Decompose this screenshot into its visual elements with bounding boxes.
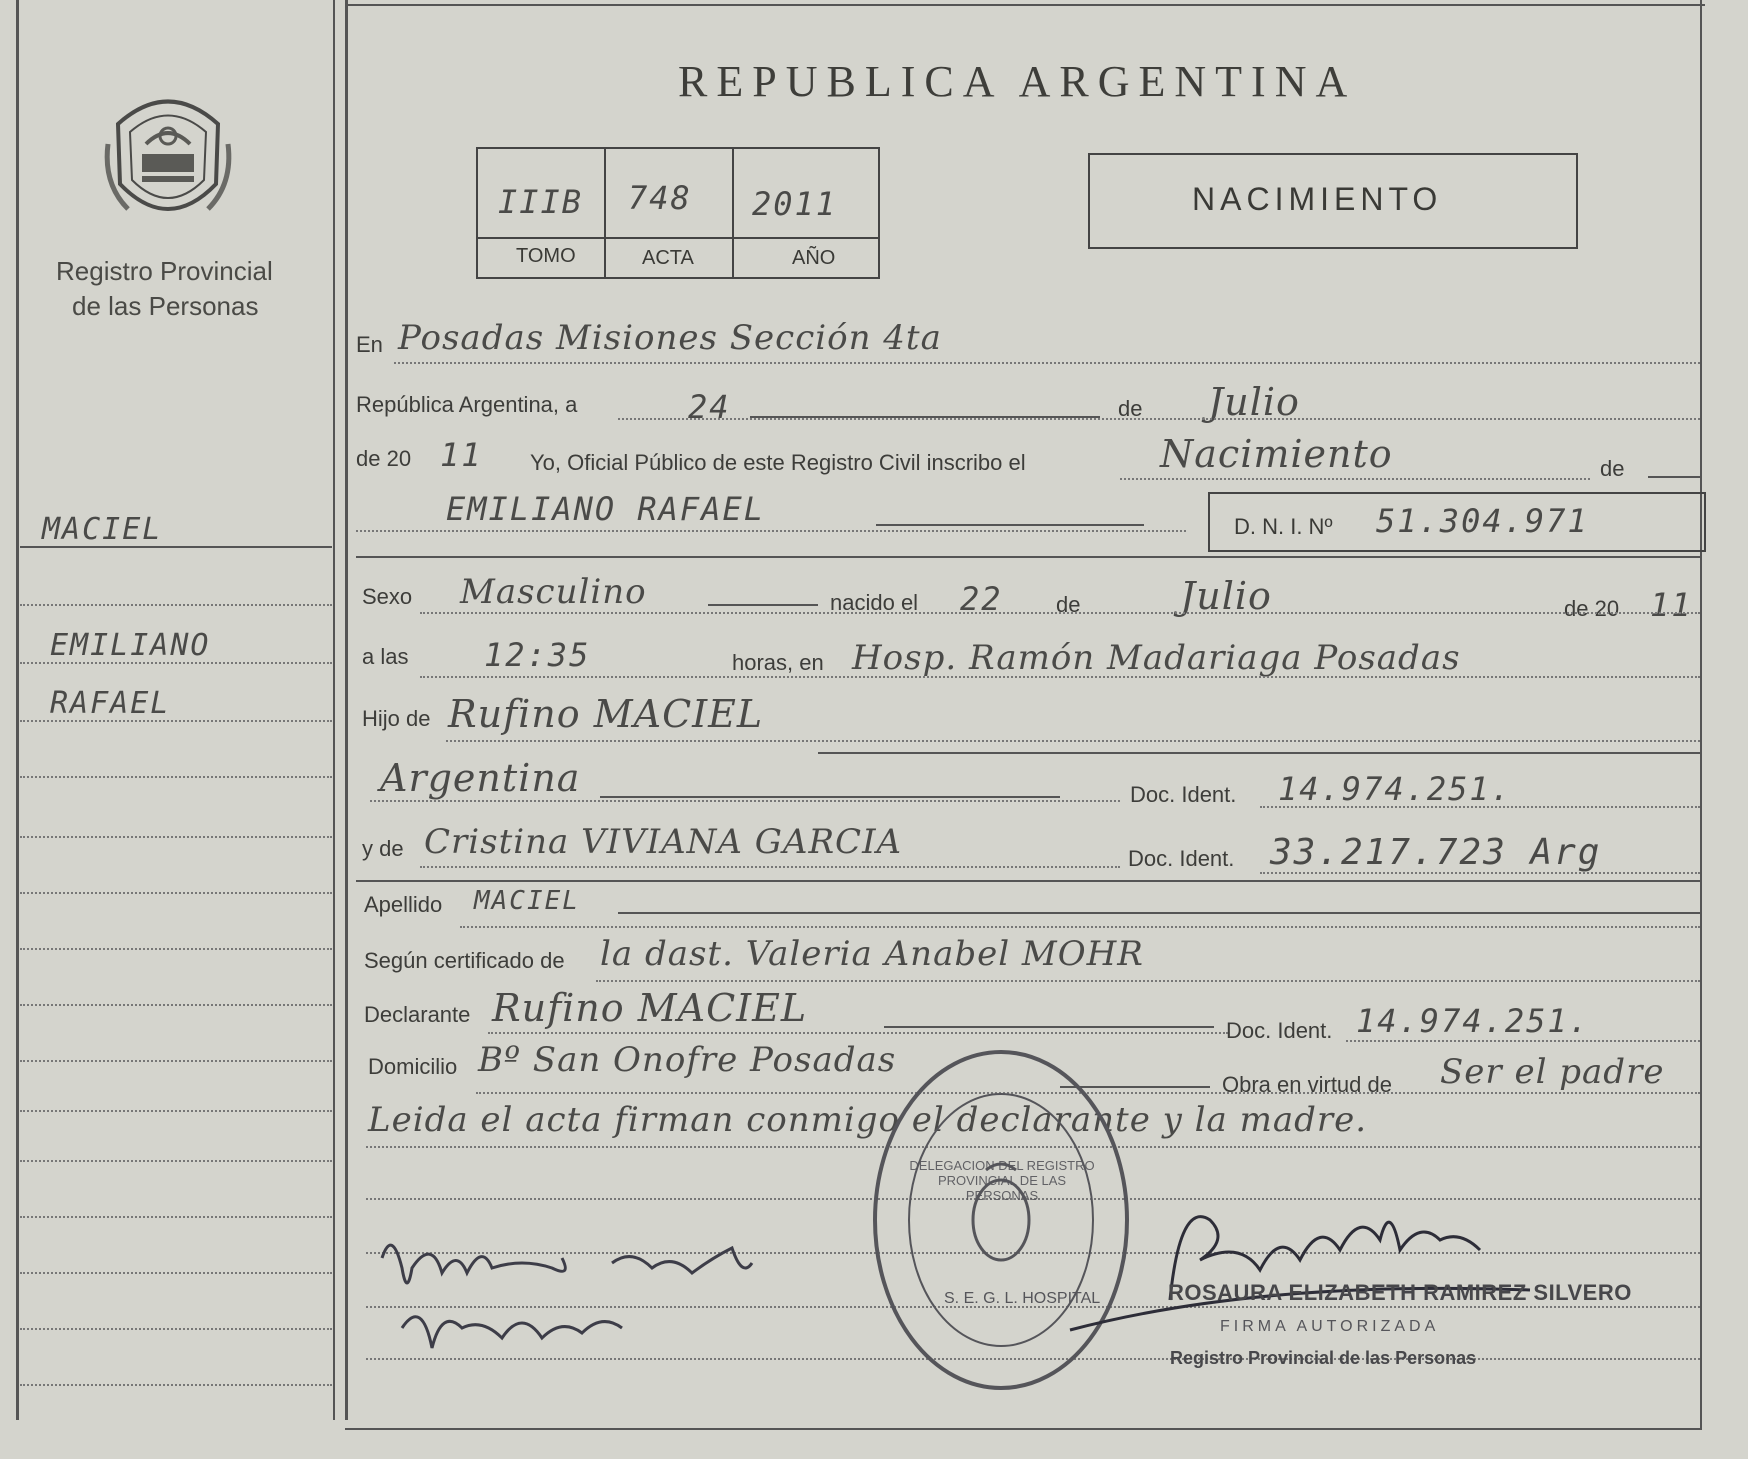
top-border-line — [345, 4, 1705, 6]
left-margin-border — [16, 0, 19, 1420]
birth-place-value: Hosp. Ramón Madariaga Posadas — [852, 638, 1461, 678]
anio-label: AÑO — [792, 247, 836, 269]
domicilio-label: Domicilio — [368, 1054, 458, 1079]
official-registry: Registro Provincial de las Personas — [1170, 1348, 1477, 1368]
birth-time-value: 12:35 — [484, 636, 591, 674]
day-value: 24 — [688, 388, 731, 426]
hijo-label: Hijo de — [362, 706, 431, 731]
margin-given-name-2: RAFAEL — [50, 686, 171, 721]
certificado-label: Según certificado de — [364, 948, 565, 973]
acta-value: 748 — [628, 179, 692, 217]
de-label-2: de — [1600, 456, 1625, 481]
mother-doc-label: Doc. Ident. — [1128, 846, 1235, 871]
mother-doc-value: 33.217.723 Arg — [1270, 832, 1602, 873]
dni-label: D. N. I. Nº — [1234, 514, 1333, 539]
official-firma-line: FIRMA AUTORIZADA — [1220, 1318, 1440, 1335]
apellido-value: MACIEL — [474, 886, 580, 916]
margin-given-name-1: EMILIANO — [50, 628, 211, 663]
margin-column-divider — [333, 0, 335, 1420]
declarante-label: Declarante — [364, 1002, 471, 1027]
closing-text: Leida el acta firman conmigo el declarante y la madre. — [368, 1100, 1368, 1140]
provincial-seal-icon — [98, 84, 238, 234]
anio-value: 2011 — [752, 185, 838, 223]
mother-name-value: Cristina VIVIANA GARCIA — [424, 822, 903, 862]
form-left-border — [345, 0, 348, 1420]
alas-label: a las — [362, 644, 409, 669]
act-written-value: Nacimiento — [1160, 432, 1393, 476]
sexo-value: Masculino — [460, 572, 647, 612]
father-nationality-value: Argentina — [380, 756, 581, 800]
dni-value: 51.304.971 — [1376, 502, 1589, 540]
birth-year-suffix-value: 11 — [1650, 586, 1693, 624]
year-suffix-value: 11 — [440, 436, 483, 474]
child-name-value: EMILIANO RAFAEL — [446, 490, 765, 528]
de20-label: de 20 — [1564, 596, 1620, 621]
birth-day-value: 22 — [960, 580, 1003, 618]
apellido-label: Apellido — [364, 892, 443, 917]
registry-name-line2: de las Personas — [72, 291, 259, 321]
declarant-signature — [372, 1218, 822, 1378]
domicilio-value: Bº San Onofre Posadas — [478, 1040, 897, 1080]
declarante-doc-value: 14.974.251. — [1356, 1002, 1590, 1040]
record-number-box — [476, 147, 880, 279]
right-border — [1700, 0, 1702, 1430]
place-value: Posadas Misiones Sección 4ta — [398, 318, 942, 358]
declarante-value: Rufino MACIEL — [492, 986, 808, 1030]
republica-label: República Argentina, a — [356, 392, 578, 417]
year-prefix-label: de 20 — [356, 446, 412, 471]
en-label: En — [356, 332, 383, 357]
nacido-label: nacido el — [830, 590, 919, 615]
margin-surname: MACIEL — [42, 512, 163, 547]
obra-value: Ser el padre — [1440, 1052, 1665, 1092]
stamp-outer-text: DELEGACION DEL REGISTRO PROVINCIAL DE LAS PERSONAS — [909, 1158, 1095, 1203]
de-label-1: de — [1118, 396, 1143, 421]
official-name: ROSAURA ELIZABETH RAMIREZ SILVERO — [1168, 1280, 1632, 1305]
tomo-value: IIIB — [498, 183, 584, 221]
yde-label: y de — [362, 836, 404, 861]
official-signature — [1060, 1180, 1560, 1340]
act-type-title: NACIMIENTO — [1192, 181, 1443, 217]
oficial-text: Yo, Oficial Público de este Registro Civil inscribo el — [530, 450, 1026, 475]
month-value: Julio — [1208, 380, 1300, 424]
tomo-label: TOMO — [516, 245, 576, 267]
bottom-border-line — [345, 1428, 1701, 1430]
sexo-label: Sexo — [362, 584, 413, 609]
birth-month-value: Julio — [1180, 574, 1272, 618]
horas-label: horas, en — [732, 650, 824, 675]
declarante-doc-label: Doc. Ident. — [1226, 1018, 1333, 1043]
father-doc-label: Doc. Ident. — [1130, 782, 1237, 807]
certificado-value: la dast. Valeria Anabel MOHR — [600, 934, 1144, 974]
stamp-inner-text: S. E. G. L. HOSPITAL — [944, 1290, 1101, 1307]
acta-label: ACTA — [642, 247, 694, 269]
registry-name-line1: Registro Provincial — [56, 256, 273, 286]
de-label-3: de — [1056, 592, 1081, 617]
country-title: REPUBLICA ARGENTINA — [678, 57, 1357, 106]
obra-label: Obra en virtud de — [1222, 1072, 1392, 1097]
father-doc-value: 14.974.251. — [1278, 770, 1512, 808]
dni-box — [1208, 492, 1706, 552]
act-type-box — [1088, 153, 1578, 249]
father-name-value: Rufino MACIEL — [448, 692, 764, 736]
